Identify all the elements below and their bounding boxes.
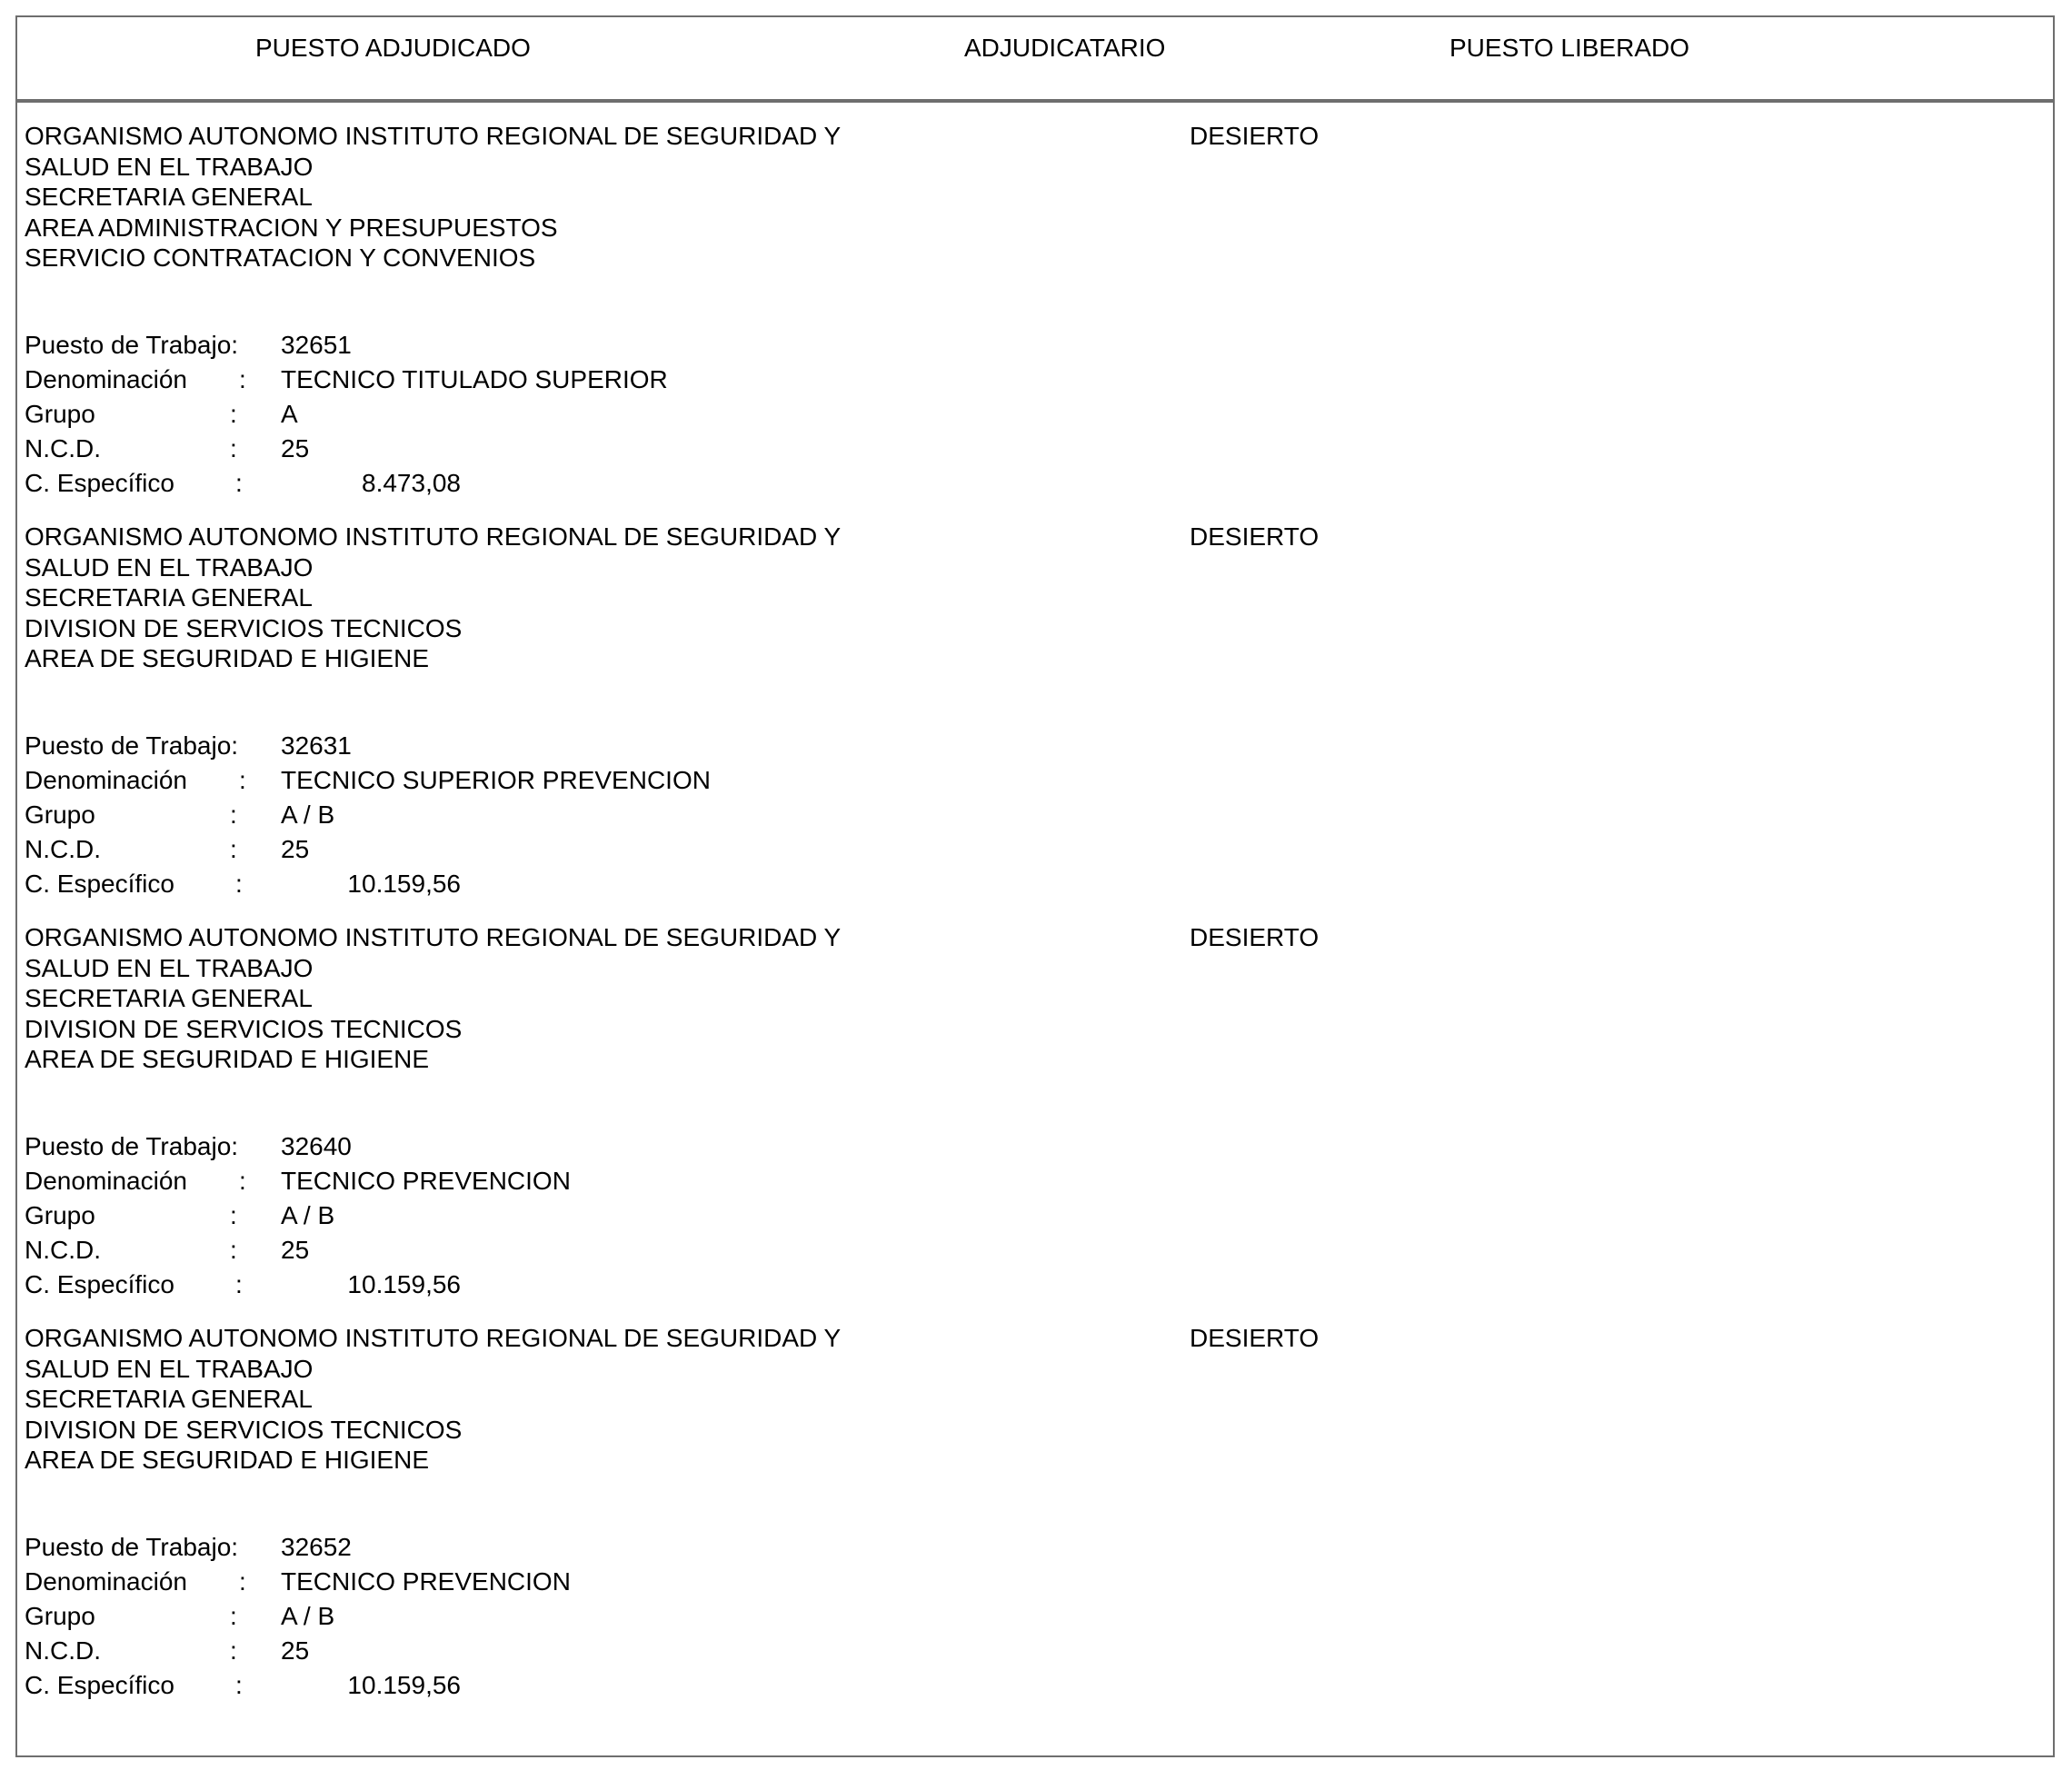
puesto-value: 32640 bbox=[281, 1132, 352, 1160]
ncd-value: 25 bbox=[281, 1236, 310, 1264]
grupo-value: A bbox=[281, 400, 298, 428]
adjudicatario-value: DESIERTO bbox=[1190, 122, 1320, 150]
org-line: AREA ADMINISTRACION Y PRESUPUESTOS bbox=[25, 213, 558, 242]
colon: : bbox=[235, 1270, 243, 1298]
org-line: ORGANISMO AUTONOMO INSTITUTO REGIONAL DE SEGURIDAD Y bbox=[25, 923, 842, 951]
colon: : bbox=[230, 1201, 237, 1229]
adjudicatario-value: DESIERTO bbox=[1190, 923, 1320, 951]
ncd-label: N.C.D. bbox=[25, 1236, 101, 1264]
org-line: SECRETARIA GENERAL bbox=[25, 984, 313, 1012]
colon: : bbox=[235, 1671, 243, 1699]
colon: : bbox=[230, 400, 237, 428]
puesto-label: Puesto de Trabajo: bbox=[25, 1533, 239, 1561]
puesto-label: Puesto de Trabajo: bbox=[25, 331, 239, 359]
adjudicatario-value: DESIERTO bbox=[1190, 522, 1320, 551]
org-line: SECRETARIA GENERAL bbox=[25, 1385, 313, 1413]
colon: : bbox=[235, 870, 243, 898]
grupo-label: Grupo bbox=[25, 1602, 95, 1630]
org-line: DIVISION DE SERVICIOS TECNICOS bbox=[25, 1415, 463, 1444]
org-line: ORGANISMO AUTONOMO INSTITUTO REGIONAL DE SEGURIDAD Y bbox=[25, 522, 842, 551]
grupo-value: A / B bbox=[281, 1602, 335, 1630]
especifico-label: C. Específico bbox=[25, 870, 174, 898]
denominacion-label: Denominación bbox=[25, 365, 187, 393]
grupo-value: A / B bbox=[281, 1201, 335, 1229]
org-line: SECRETARIA GENERAL bbox=[25, 583, 313, 612]
denominacion-label: Denominación bbox=[25, 1567, 187, 1596]
org-line: DIVISION DE SERVICIOS TECNICOS bbox=[25, 613, 463, 642]
puesto-value: 32651 bbox=[281, 331, 352, 359]
org-line: SALUD EN EL TRABAJO bbox=[25, 1354, 314, 1383]
org-line: SALUD EN EL TRABAJO bbox=[25, 552, 314, 582]
especifico-value: 10.159,56 bbox=[347, 870, 461, 898]
denominacion-value: TECNICO SUPERIOR PREVENCION bbox=[281, 766, 711, 794]
org-line: ORGANISMO AUTONOMO INSTITUTO REGIONAL DE SEGURIDAD Y bbox=[25, 122, 842, 150]
colon: : bbox=[230, 1602, 237, 1630]
colon: : bbox=[239, 1567, 246, 1596]
especifico-label: C. Específico bbox=[25, 1270, 174, 1298]
org-line: ORGANISMO AUTONOMO INSTITUTO REGIONAL DE SEGURIDAD Y bbox=[25, 1324, 842, 1352]
org-line: SERVICIO CONTRATACION Y CONVENIOS bbox=[25, 244, 536, 272]
colon: : bbox=[230, 1636, 237, 1665]
adjudicatario-value: DESIERTO bbox=[1190, 1324, 1320, 1352]
puesto-value: 32652 bbox=[281, 1533, 352, 1561]
especifico-label: C. Específico bbox=[25, 1671, 174, 1699]
colon: : bbox=[230, 434, 237, 462]
denominacion-value: TECNICO PREVENCION bbox=[281, 1167, 571, 1195]
organization-block bbox=[25, 1323, 841, 1476]
ncd-label: N.C.D. bbox=[25, 434, 101, 462]
denominacion-label: Denominación bbox=[25, 1167, 187, 1195]
organization-block bbox=[25, 922, 841, 1075]
grupo-label: Grupo bbox=[25, 1201, 95, 1229]
colon: : bbox=[230, 835, 237, 863]
grupo-label: Grupo bbox=[25, 800, 95, 829]
colon: : bbox=[230, 800, 237, 829]
denominacion-value: TECNICO TITULADO SUPERIOR bbox=[281, 365, 668, 393]
table-header bbox=[17, 17, 2053, 103]
denominacion-label: Denominación bbox=[25, 766, 187, 794]
ncd-label: N.C.D. bbox=[25, 835, 101, 863]
header-puesto-adjudicado: PUESTO ADJUDICADO bbox=[255, 34, 531, 62]
org-line: SALUD EN EL TRABAJO bbox=[25, 152, 314, 181]
header-puesto-liberado: PUESTO LIBERADO bbox=[1449, 34, 1690, 62]
ncd-label: N.C.D. bbox=[25, 1636, 101, 1665]
especifico-label: C. Específico bbox=[25, 469, 174, 497]
colon: : bbox=[239, 365, 246, 393]
header-adjudicatario: ADJUDICATARIO bbox=[964, 34, 1166, 62]
table-row bbox=[17, 507, 2053, 908]
organization-block bbox=[25, 522, 841, 674]
colon: : bbox=[235, 469, 243, 497]
org-line: AREA DE SEGURIDAD E HIGIENE bbox=[25, 1446, 429, 1474]
org-line: SECRETARIA GENERAL bbox=[25, 183, 313, 211]
table-row bbox=[17, 1308, 2053, 1709]
org-line: SALUD EN EL TRABAJO bbox=[25, 953, 314, 982]
grupo-label: Grupo bbox=[25, 400, 95, 428]
ncd-value: 25 bbox=[281, 835, 310, 863]
puesto-label: Puesto de Trabajo: bbox=[25, 731, 239, 760]
especifico-value: 10.159,56 bbox=[347, 1671, 461, 1699]
adjudication-table bbox=[15, 15, 2055, 1757]
org-line: AREA DE SEGURIDAD E HIGIENE bbox=[25, 1045, 429, 1073]
puesto-label: Puesto de Trabajo: bbox=[25, 1132, 239, 1160]
especifico-value: 8.473,08 bbox=[362, 469, 461, 497]
org-line: AREA DE SEGURIDAD E HIGIENE bbox=[25, 644, 429, 672]
colon: : bbox=[230, 1236, 237, 1264]
table-row bbox=[17, 908, 2053, 1308]
especifico-value: 10.159,56 bbox=[347, 1270, 461, 1298]
org-line: DIVISION DE SERVICIOS TECNICOS bbox=[25, 1014, 463, 1043]
colon: : bbox=[239, 1167, 246, 1195]
ncd-value: 25 bbox=[281, 434, 310, 462]
ncd-value: 25 bbox=[281, 1636, 310, 1665]
table-row bbox=[17, 106, 2053, 507]
grupo-value: A / B bbox=[281, 800, 335, 829]
denominacion-value: TECNICO PREVENCION bbox=[281, 1567, 571, 1596]
puesto-value: 32631 bbox=[281, 731, 352, 760]
organization-block bbox=[25, 121, 841, 273]
entries-list bbox=[17, 106, 2053, 1709]
colon: : bbox=[239, 766, 246, 794]
